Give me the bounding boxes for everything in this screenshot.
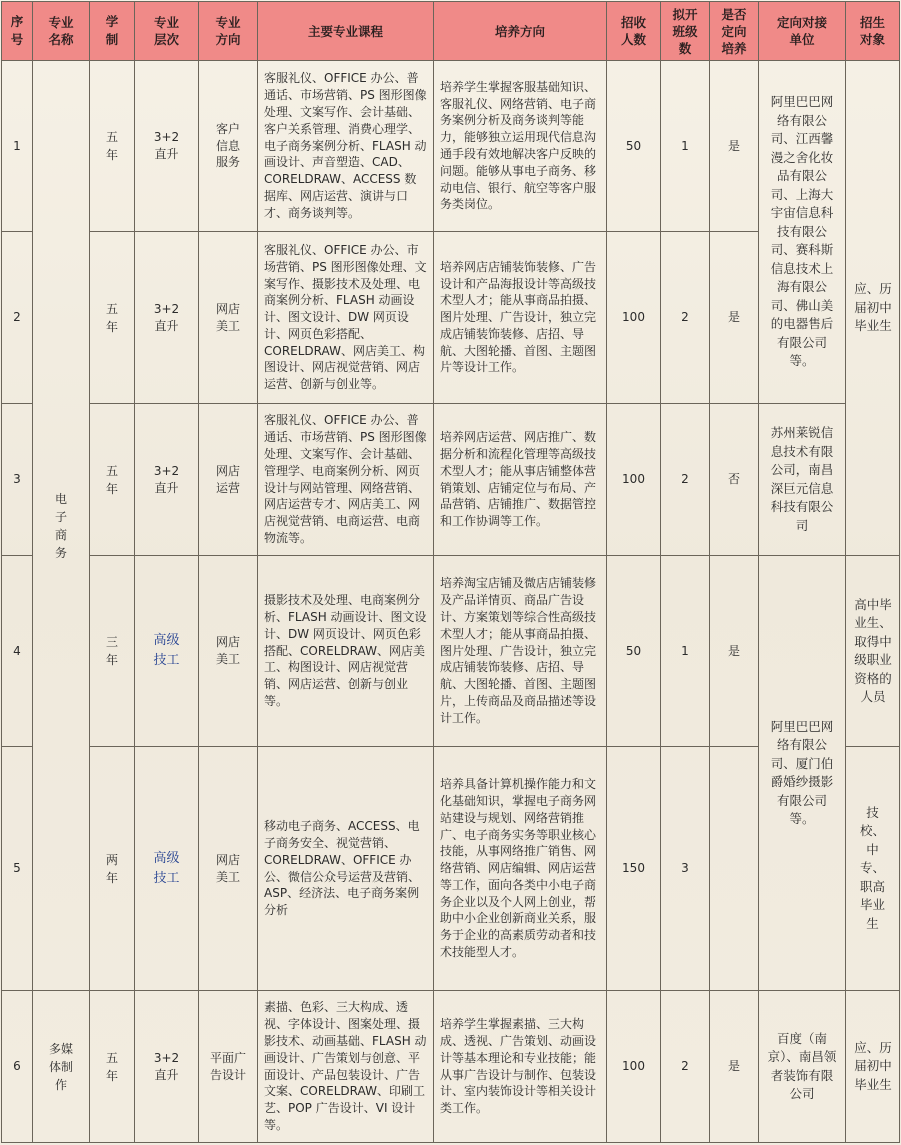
cell-classes: 1 [661, 556, 710, 747]
cell-seq: 5 [2, 747, 33, 991]
cell-classes: 3 [661, 747, 710, 991]
table-row [2, 61, 900, 232]
cell-courses: 移动电子商务、ACCESS、电子商务安全、视觉营销、CORELDRAW、OFFICE 办公、微信公众号运营及营销、ASP、经济法、电子商务案例分析 [258, 747, 434, 991]
cell-training: 培养具备计算机操作能力和文化基础知识，掌握电子商务网站建设与规划、网络营销推广、电子商务实务等职业核心技能，从事网络推广销售、网络营销、网店编辑、网店运营等工作，面向各类中小电子商务企业以及个人网上创业，帮助中小企业创新商业关系，服务于企业的高素质劳动者和技术技能型人才。 [434, 747, 607, 991]
cell-major-ecommerce: 电子商务 [33, 61, 90, 991]
cell-unit: 苏州莱锐信息技术有限公司，南昌深巨元信息科技有限公司 [759, 404, 846, 556]
cell-courses: 客服礼仪、OFFICE 办公、普通话、市场营销、PS 图形图像处理、文案写作、会计基础、客户关系管理、消费心理学、电子商务案例分析、FLASH 动画设计、声音塑造、CAD、CORELDRAW、ACCESS 数据库、网店运营、演讲与口才、商务谈判等。 [258, 61, 434, 232]
cell-seq: 1 [2, 61, 33, 232]
header-seq: 序号 [2, 2, 33, 61]
header-duration: 学制 [90, 2, 135, 61]
cell-oriented [710, 747, 759, 991]
cell-seq: 6 [2, 991, 33, 1143]
cell-direction: 平面广告设计 [199, 991, 258, 1143]
cell-courses: 素描、色彩、三大构成、透视、字体设计、图案处理、摄影技术、动画基础、FLASH 动画设计、广告策划与创意、平面设计、产品包装设计、广告文案、CORELDRAW、印刷工艺、POP 广告设计、VI 设计等。 [258, 991, 434, 1143]
cell-classes: 1 [661, 61, 710, 232]
cell-training: 培养淘宝店铺及微店店铺装修及产品详情页、商品广告设计、方案策划等综合性高级技术型人才；能从事商品拍摄、图片处理、广告设计，独立完成店铺装饰装修、店招、导航、大图轮播、首图、主题图片，上传商品及商品描述等设计工作。 [434, 556, 607, 747]
cell-training: 培养网店运营、网店推广、数据分析和流程化管理等高级技术型人才；能从事店铺整体营销策划、店铺定位与布局、产品营销、店铺推广、数据管控和工作协调等工作。 [434, 404, 607, 556]
cell-direction: 网店运营 [199, 404, 258, 556]
cell-duration: 五年 [90, 404, 135, 556]
cell-unit: 百度（南京）、南昌领者装饰有限公司 [759, 991, 846, 1143]
table-row [2, 991, 900, 1143]
cell-seq: 4 [2, 556, 33, 747]
header-unit: 定向对接单位 [759, 2, 846, 61]
cell-oriented: 是 [710, 556, 759, 747]
cell-classes: 2 [661, 404, 710, 556]
header-training: 培养方向 [434, 2, 607, 61]
header-courses: 主要专业课程 [258, 2, 434, 61]
header-row [2, 2, 900, 61]
header-level: 专业层次 [135, 2, 199, 61]
cell-courses: 摄影技术及处理、电商案例分析、FLASH 动画设计、图文设计、DW 网页设计、网页色彩搭配、CORELDRAW、网店美工、构图设计、网店视觉营销、网店运营、创新与创业等。 [258, 556, 434, 747]
cell-enroll: 50 [607, 61, 661, 232]
cell-seq: 3 [2, 404, 33, 556]
cell-duration: 五年 [90, 232, 135, 404]
cell-level: 3+2直升 [135, 61, 199, 232]
cell-enroll: 150 [607, 747, 661, 991]
header-major: 专业名称 [33, 2, 90, 61]
cell-level: 高级技工 [135, 556, 199, 747]
cell-enroll: 100 [607, 232, 661, 404]
cell-training: 培养网店店铺装饰装修、广告设计和产品海报设计等高级技术型人才；能从事商品拍摄、图片处理、广告设计，独立完成店铺装饰装修、店招、导航、大图轮播、首图、主题图片等设计工作。 [434, 232, 607, 404]
table-row [2, 404, 900, 556]
cell-oriented: 是 [710, 232, 759, 404]
cell-target: 应、历届初中毕业生 [846, 991, 900, 1143]
cell-target-rows-1-3: 应、历届初中毕业生 [846, 61, 900, 556]
cell-level: 3+2直升 [135, 232, 199, 404]
cell-oriented: 是 [710, 991, 759, 1143]
header-direction: 专业方向 [199, 2, 258, 61]
cell-level: 高级技工 [135, 747, 199, 991]
cell-direction: 网店美工 [199, 556, 258, 747]
table-row [2, 556, 900, 747]
cell-unit-rows-4-5: 阿里巴巴网络有限公司、厦门伯爵婚纱摄影有限公司等。 [759, 556, 846, 991]
cell-enroll: 100 [607, 991, 661, 1143]
cell-duration: 两年 [90, 747, 135, 991]
cell-seq: 2 [2, 232, 33, 404]
header-target: 招生对象 [846, 2, 900, 61]
cell-direction: 网店美工 [199, 232, 258, 404]
header-oriented: 是否定向培养 [710, 2, 759, 61]
cell-training: 培养学生掌握素描、三大构成、透视、广告策划、动画设计等基本理论和专业技能；能从事广告设计与制作、包装设计、室内装饰设计等相关设计类工作。 [434, 991, 607, 1143]
cell-direction: 网店美工 [199, 747, 258, 991]
header-enroll: 招收人数 [607, 2, 661, 61]
cell-classes: 2 [661, 991, 710, 1143]
cell-duration: 五年 [90, 61, 135, 232]
cell-oriented: 否 [710, 404, 759, 556]
cell-unit-rows-1-2: 阿里巴巴网络有限公司、江西馨漫之舍化妆品有限公司、上海大宇宙信息科技有限公司、赛科斯信息技术上海有限公司、佛山美的电器售后有限公司等。 [759, 61, 846, 404]
cell-level: 3+2直升 [135, 991, 199, 1143]
cell-oriented: 是 [710, 61, 759, 232]
cell-training: 培养学生掌握客服基础知识、客服礼仪、网络营销、电子商务案例分析及商务谈判等能力，能够独立运用现代信息沟通手段有效地解决客户反映的问题。能够从事电子商务、移动电信、银行、航空等客户服务类岗位。 [434, 61, 607, 232]
cell-enroll: 50 [607, 556, 661, 747]
cell-direction: 客户信息服务 [199, 61, 258, 232]
cell-classes: 2 [661, 232, 710, 404]
header-classes: 拟开班级数 [661, 2, 710, 61]
cell-target: 高中毕业生、取得中级职业资格的人员 [846, 556, 900, 747]
cell-courses: 客服礼仪、OFFICE 办公、市场营销、PS 图形图像处理、文案写作、摄影技术及处理、电商案例分析、FLASH 动画设计、图文设计、DW 网页设计、网页色彩搭配、CORELDRAW、网店美工、构图设计、网店视觉营销、网店运营、创新与创业等。 [258, 232, 434, 404]
program-table [1, 1, 900, 1143]
cell-enroll: 100 [607, 404, 661, 556]
cell-major: 多媒体制作 [33, 991, 90, 1143]
cell-duration: 五年 [90, 991, 135, 1143]
cell-target: 技校、中专、职高毕业生 [846, 747, 900, 991]
cell-courses: 客服礼仪、OFFICE 办公、普通话、市场营销、PS 图形图像处理、文案写作、会计基础、管理学、电商案例分析、网页设计与网站管理、网络营销、网店运营专才、网店美工、网店视觉营销、电商运营、电商物流等。 [258, 404, 434, 556]
cell-level: 3+2直升 [135, 404, 199, 556]
cell-duration: 三年 [90, 556, 135, 747]
